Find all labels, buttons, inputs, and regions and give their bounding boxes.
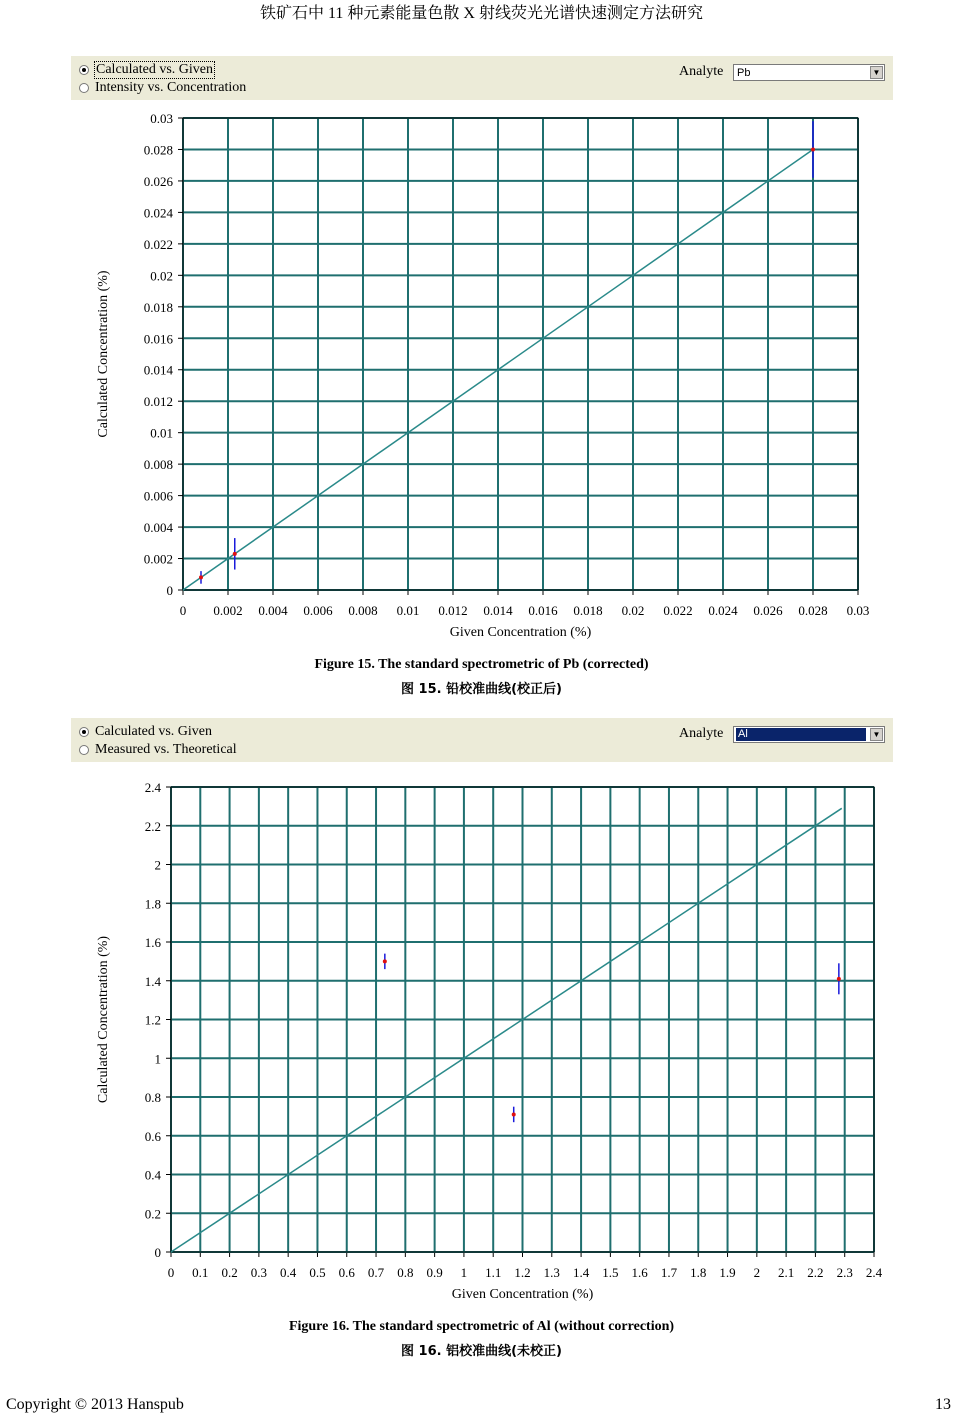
al-control-panel	[71, 718, 893, 762]
x-tick-label: 1.9	[719, 1265, 736, 1280]
figure-16-caption: Figure 16. The standard spectrometric of Al (without correction)	[288, 1319, 675, 1334]
chevron-down-icon[interactable]: ▼	[870, 66, 883, 79]
radio-unselected-icon[interactable]	[79, 83, 89, 93]
y-tick-label: 0.8	[144, 1090, 161, 1105]
y-axis-label: Calculated Concentration (%)	[96, 935, 111, 1104]
x-tick-label: 0.2	[221, 1265, 238, 1280]
page-number: 13	[935, 1396, 951, 1413]
y-tick-label: 0	[154, 1245, 161, 1260]
radio-selected-icon[interactable]	[79, 727, 89, 737]
y-tick-label: 0.6	[144, 1128, 161, 1144]
x-tick-label: 0.026	[753, 603, 783, 618]
y-tick-label: 0.022	[143, 236, 173, 252]
x-tick-label: 0.002	[213, 603, 243, 618]
x-tick-label: 0.024	[708, 603, 738, 618]
x-tick-label: 0.02	[621, 603, 645, 618]
x-tick-label: 0	[167, 1265, 175, 1280]
y-tick-label: 0.02	[150, 268, 173, 284]
y-tick-label: 0.014	[143, 362, 173, 378]
radio-label: Intensity vs. Concentration	[95, 80, 247, 95]
analyte-value: Al	[736, 728, 866, 741]
data-point	[512, 1112, 516, 1116]
y-tick-label: 2	[154, 857, 161, 873]
y-tick-label: 0.4	[144, 1167, 161, 1183]
x-tick-label: 0.012	[438, 603, 468, 618]
chevron-down-icon[interactable]: ▼	[870, 728, 883, 741]
x-tick-label: 0.03	[846, 603, 870, 618]
x-tick-label: 0.8	[397, 1265, 414, 1280]
radio-label: Calculated vs. Given	[95, 724, 213, 739]
y-tick-label: 0.026	[143, 173, 173, 189]
page-header: 铁矿石中 11 种元素能量色散 X 射线荧光光谱快速测定方法研究	[260, 5, 703, 22]
pb-control-panel	[71, 56, 893, 100]
data-point	[199, 575, 203, 579]
data-point	[811, 147, 815, 151]
y-tick-label: 0.024	[143, 205, 173, 221]
analyte-label: Analyte	[679, 64, 724, 79]
x-axis-label: Given Concentration (%)	[449, 625, 592, 640]
radio-label: Measured vs. Theoretical	[95, 742, 237, 757]
figure-16-caption-cn: 图 16. 铝校准曲线(未校正)	[401, 1344, 562, 1359]
y-tick-label: 0.002	[143, 551, 173, 567]
copyright: Copyright © 2013 Hanspub	[6, 1396, 184, 1413]
y-tick-label: 0	[166, 583, 173, 598]
x-tick-label: 0.008	[348, 603, 378, 618]
y-tick-label: 1.4	[144, 973, 161, 989]
x-tick-label: 1	[460, 1265, 468, 1280]
y-tick-label: 0.012	[143, 394, 173, 410]
x-tick-label: 0.3	[250, 1265, 267, 1280]
x-tick-label: 2	[753, 1265, 761, 1280]
y-tick-label: 1.2	[144, 1012, 161, 1028]
x-tick-label: 0.7	[367, 1265, 385, 1280]
radio-unselected-icon[interactable]	[79, 745, 89, 755]
figure-15-caption: Figure 15. The standard spectrometric of Pb (corrected)	[314, 657, 649, 672]
y-tick-label: 0.006	[143, 488, 173, 504]
analyte-value: Pb	[737, 67, 751, 79]
x-tick-label: 0.5	[309, 1265, 326, 1280]
data-point	[837, 977, 841, 981]
x-tick-label: 1.2	[514, 1265, 531, 1280]
y-tick-label: 0.018	[143, 299, 173, 315]
x-tick-label: 0.01	[396, 603, 420, 618]
radio-selected-icon[interactable]	[79, 65, 89, 75]
y-tick-label: 0.028	[143, 142, 173, 158]
data-point	[233, 552, 237, 556]
x-tick-label: 0.9	[426, 1265, 443, 1280]
x-tick-label: 0	[179, 603, 187, 618]
al-radio-measured-vs-theoretical[interactable]	[79, 742, 237, 758]
analyte-select[interactable]	[733, 64, 885, 81]
y-tick-label: 1.8	[144, 896, 161, 912]
data-point	[383, 959, 387, 963]
analyte-select[interactable]	[733, 726, 885, 743]
x-tick-label: 1.5	[602, 1265, 619, 1280]
x-tick-label: 0.1	[192, 1265, 209, 1280]
y-tick-label: 0.016	[143, 331, 173, 347]
x-tick-label: 0.014	[483, 603, 513, 618]
x-tick-label: 0.6	[338, 1265, 355, 1280]
y-tick-label: 2.2	[144, 818, 161, 834]
x-axis-label: Given Concentration (%)	[451, 1287, 594, 1302]
analyte-label: Analyte	[679, 726, 724, 741]
x-tick-label: 1.6	[631, 1265, 648, 1280]
x-tick-label: 0.004	[258, 603, 288, 618]
x-tick-label: 1.7	[660, 1265, 678, 1280]
y-tick-label: 1	[154, 1051, 161, 1067]
y-tick-label: 1.6	[144, 935, 161, 950]
y-tick-label: 0.01	[150, 425, 173, 441]
x-tick-label: 1.1	[485, 1265, 502, 1280]
x-tick-label: 1.8	[690, 1265, 707, 1280]
x-tick-label: 2.4	[865, 1265, 883, 1280]
pb-calibration-chart	[0, 100, 963, 645]
x-tick-label: 2.2	[807, 1265, 824, 1280]
x-tick-label: 0.018	[573, 603, 603, 618]
x-tick-label: 1.4	[572, 1265, 590, 1280]
pb-radio-intensity-vs-conc[interactable]	[79, 80, 246, 96]
figure-15-caption-cn: 图 15. 铅校准曲线(校正后)	[401, 682, 562, 697]
y-axis-label: Calculated Concentration (%)	[96, 270, 111, 438]
x-tick-label: 2.1	[778, 1265, 795, 1280]
y-tick-label: 2.4	[144, 780, 161, 795]
pb-radio-calc-vs-given[interactable]	[79, 62, 214, 78]
x-tick-label: 0.4	[280, 1265, 297, 1280]
al-calibration-chart	[0, 765, 963, 1310]
x-tick-label: 2.3	[836, 1265, 853, 1280]
x-tick-label: 0.028	[798, 603, 828, 618]
al-radio-calc-vs-given[interactable]	[79, 724, 212, 740]
x-tick-label: 1.3	[543, 1265, 560, 1280]
y-tick-label: 0.2	[144, 1206, 161, 1222]
x-tick-label: 0.022	[663, 603, 693, 618]
x-tick-label: 0.016	[528, 603, 558, 618]
y-tick-label: 0.03	[150, 111, 173, 126]
y-tick-label: 0.004	[143, 520, 173, 536]
y-tick-label: 0.008	[143, 457, 173, 473]
radio-label: Calculated vs. Given	[96, 62, 214, 77]
x-tick-label: 0.006	[303, 603, 333, 618]
